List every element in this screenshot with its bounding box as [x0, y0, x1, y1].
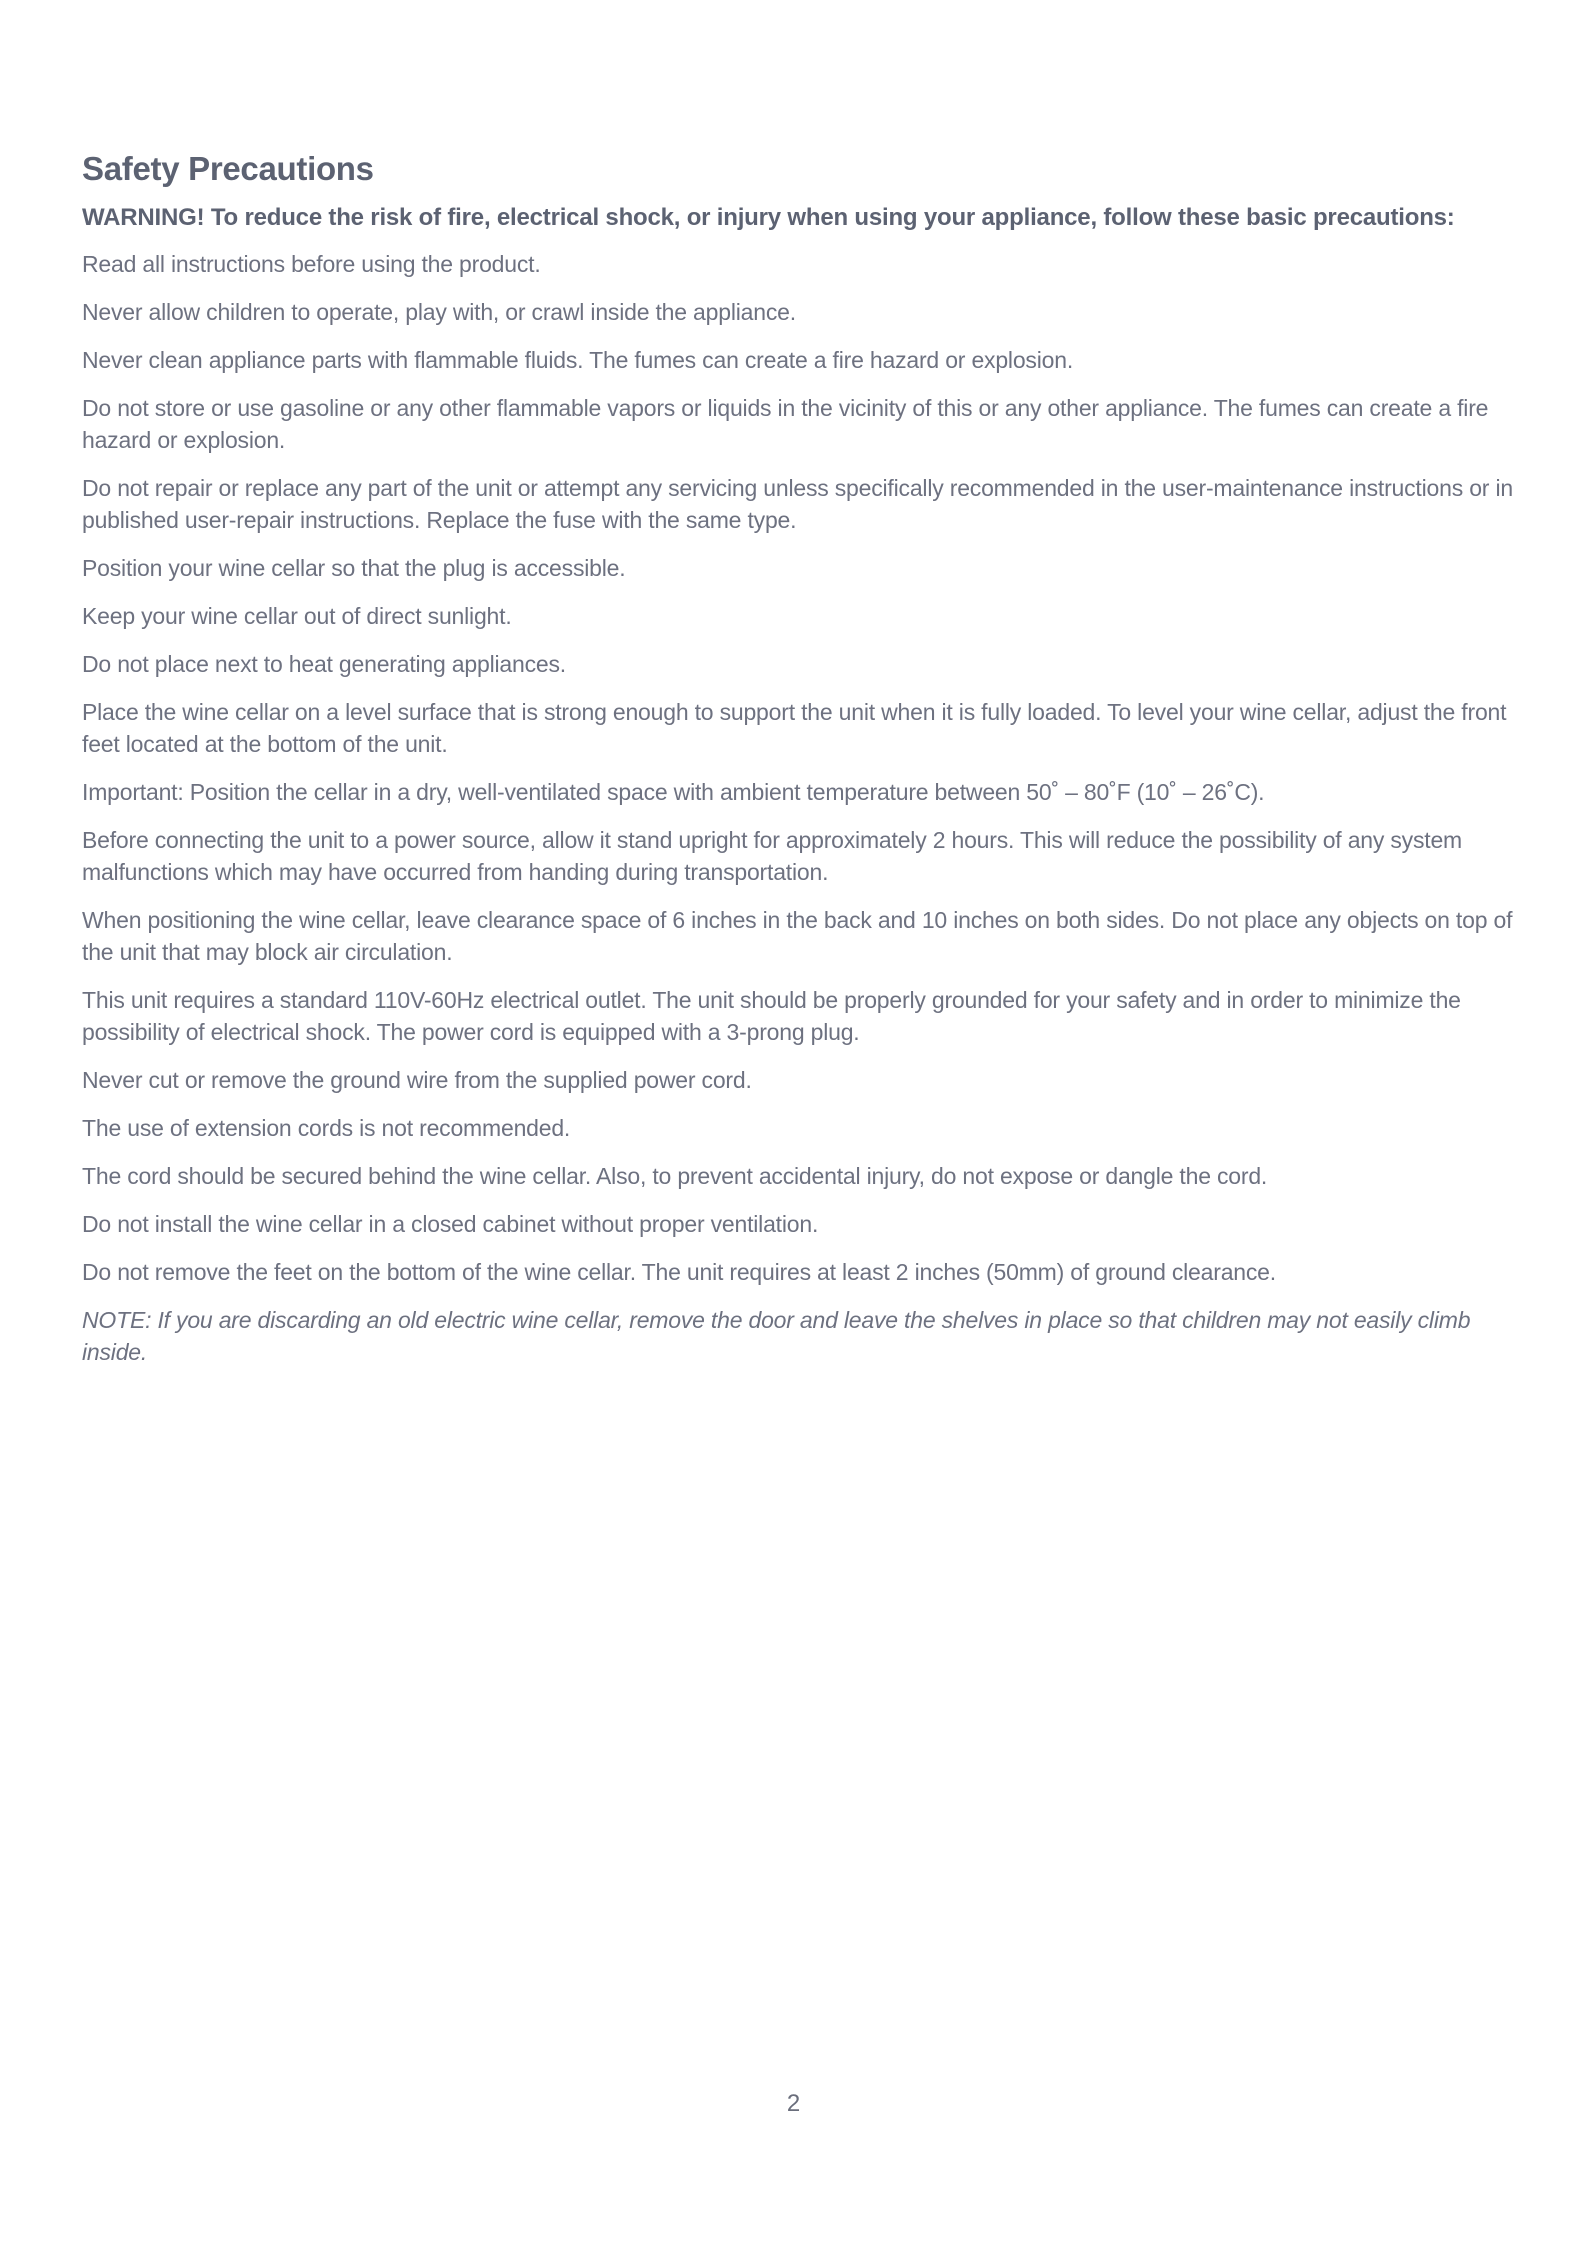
precaution-item: Position your wine cellar so that the plug is accessible.: [82, 555, 626, 581]
precaution-item: Never clean appliance parts with flammable fluids. The fumes can create a fire hazard or explosion.: [82, 347, 1074, 373]
precaution-item: Do not remove the feet on the bottom of the wine cellar. The unit requires at least 2 inches (50mm) of ground clearance.: [82, 1259, 1276, 1285]
precaution-item: This unit requires a standard 110V-60Hz electrical outlet. The unit should be properly grounded for your safety and in order to minimize the possibility of electrical shock. The power cord is equipped with a 3-prong plug.: [82, 987, 1461, 1045]
precaution-item: The use of extension cords is not recommended.: [82, 1115, 571, 1141]
precautions-list: [82, 248, 1522, 1288]
precaution-item: Never allow children to operate, play with, or crawl inside the appliance.: [82, 299, 796, 325]
precaution-item: Before connecting the unit to a power source, allow it stand upright for approximately 2 hours. This will reduce the possibility of any system malfunctions which may have occurred from handing during transportation.: [82, 827, 1463, 885]
precaution-item: Place the wine cellar on a level surface that is strong enough to support the unit when it is fully loaded. To level your wine cellar, adjust the front feet located at the bottom of the unit.: [82, 699, 1507, 757]
discard-note: NOTE: If you are discarding an old electric wine cellar, remove the door and leave the shelves in place so that children may not easily climb inside.: [82, 1307, 1471, 1365]
precaution-item: Important: Position the cellar in a dry, well-ventilated space with ambient temperature between 50˚ – 80˚F (10˚ – 26˚C).: [82, 779, 1265, 805]
precaution-item: When positioning the wine cellar, leave clearance space of 6 inches in the back and 10 inches on both sides. Do not place any objects on top of the unit that may block air circulation.: [82, 907, 1513, 965]
page-title: Safety Precautions: [82, 150, 374, 187]
precaution-item: Keep your wine cellar out of direct sunlight.: [82, 603, 512, 629]
precaution-item: Never cut or remove the ground wire from the supplied power cord.: [82, 1067, 752, 1093]
precaution-item: The cord should be secured behind the wine cellar. Also, to prevent accidental injury, do not expose or dangle the cord.: [82, 1163, 1268, 1189]
precaution-item: Do not place next to heat generating appliances.: [82, 651, 566, 677]
page-number: 2: [786, 2090, 801, 2117]
precaution-item: Read all instructions before using the product.: [82, 251, 541, 277]
safety-precautions-section: [82, 150, 1522, 1368]
precaution-item: Do not repair or replace any part of the unit or attempt any servicing unless specifically recommended in the user-maintenance instructions or in published user-repair instructions. Replace the fuse with the same type.: [82, 475, 1513, 533]
warning-text: WARNING! To reduce the risk of fire, electrical shock, or injury when using your appliance, follow these basic precautions:: [82, 204, 1455, 231]
precaution-item: Do not store or use gasoline or any other flammable vapors or liquids in the vicinity of this or any other appliance. The fumes can create a fire hazard or explosion.: [82, 395, 1489, 453]
precaution-item: Do not install the wine cellar in a closed cabinet without proper ventilation.: [82, 1211, 819, 1237]
